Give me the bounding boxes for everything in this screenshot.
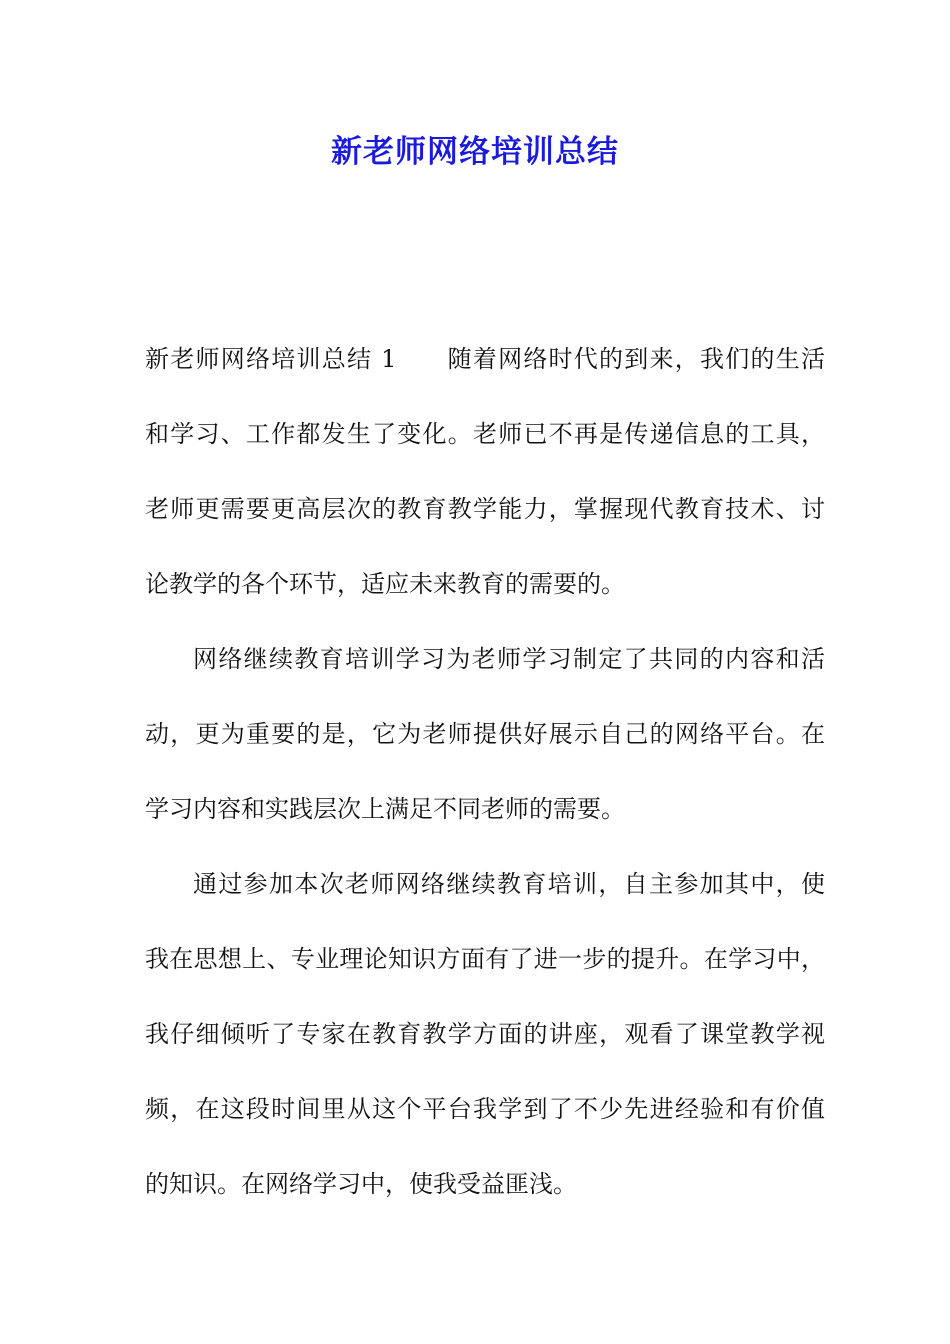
paragraph-1-line-4: 论教学的各个环节，适应未来教育的需要的。 xyxy=(145,570,625,598)
paragraph-3-line-5: 的知识。在网络学习中，使我受益匪浅。 xyxy=(145,1170,577,1198)
paragraph-3-line-3: 我仔细倾听了专家在教育教学方面的讲座，观看了课堂教学视 xyxy=(145,1020,825,1048)
paragraph-1-line-3: 老师更需要更高层次的教育教学能力，掌握现代教育技术、讨 xyxy=(145,495,825,523)
paragraph-2-line-1: 网络继续教育培训学习为老师学习制定了共同的内容和活 xyxy=(193,645,825,673)
paragraph-3-line-4: 频，在这段时间里从这个平台我学到了不少先进经验和有价值 xyxy=(145,1095,825,1123)
paragraph-3-line-2: 我在思想上、专业理论知识方面有了进一步的提升。在学习中， xyxy=(145,945,825,973)
paragraph-2-line-2: 动，更为重要的是，它为老师提供好展示自己的网络平台。在 xyxy=(145,720,825,748)
paragraph-3-line-1: 通过参加本次老师网络继续教育培训，自主参加其中，使 xyxy=(193,870,825,898)
section-heading: 新老师网络培训总结 1 xyxy=(145,345,397,373)
paragraph-2-line-3: 学习内容和实践层次上满足不同老师的需要。 xyxy=(145,795,625,823)
paragraph-1-line-2: 和学习、工作都发生了变化。老师已不再是传递信息的工具， xyxy=(145,420,825,448)
paragraph-1-line-1 xyxy=(145,343,825,375)
document-title: 新老师网络培训总结 xyxy=(331,134,619,170)
paragraph-text: 随着网络时代的到来，我们的生活 xyxy=(446,345,825,373)
